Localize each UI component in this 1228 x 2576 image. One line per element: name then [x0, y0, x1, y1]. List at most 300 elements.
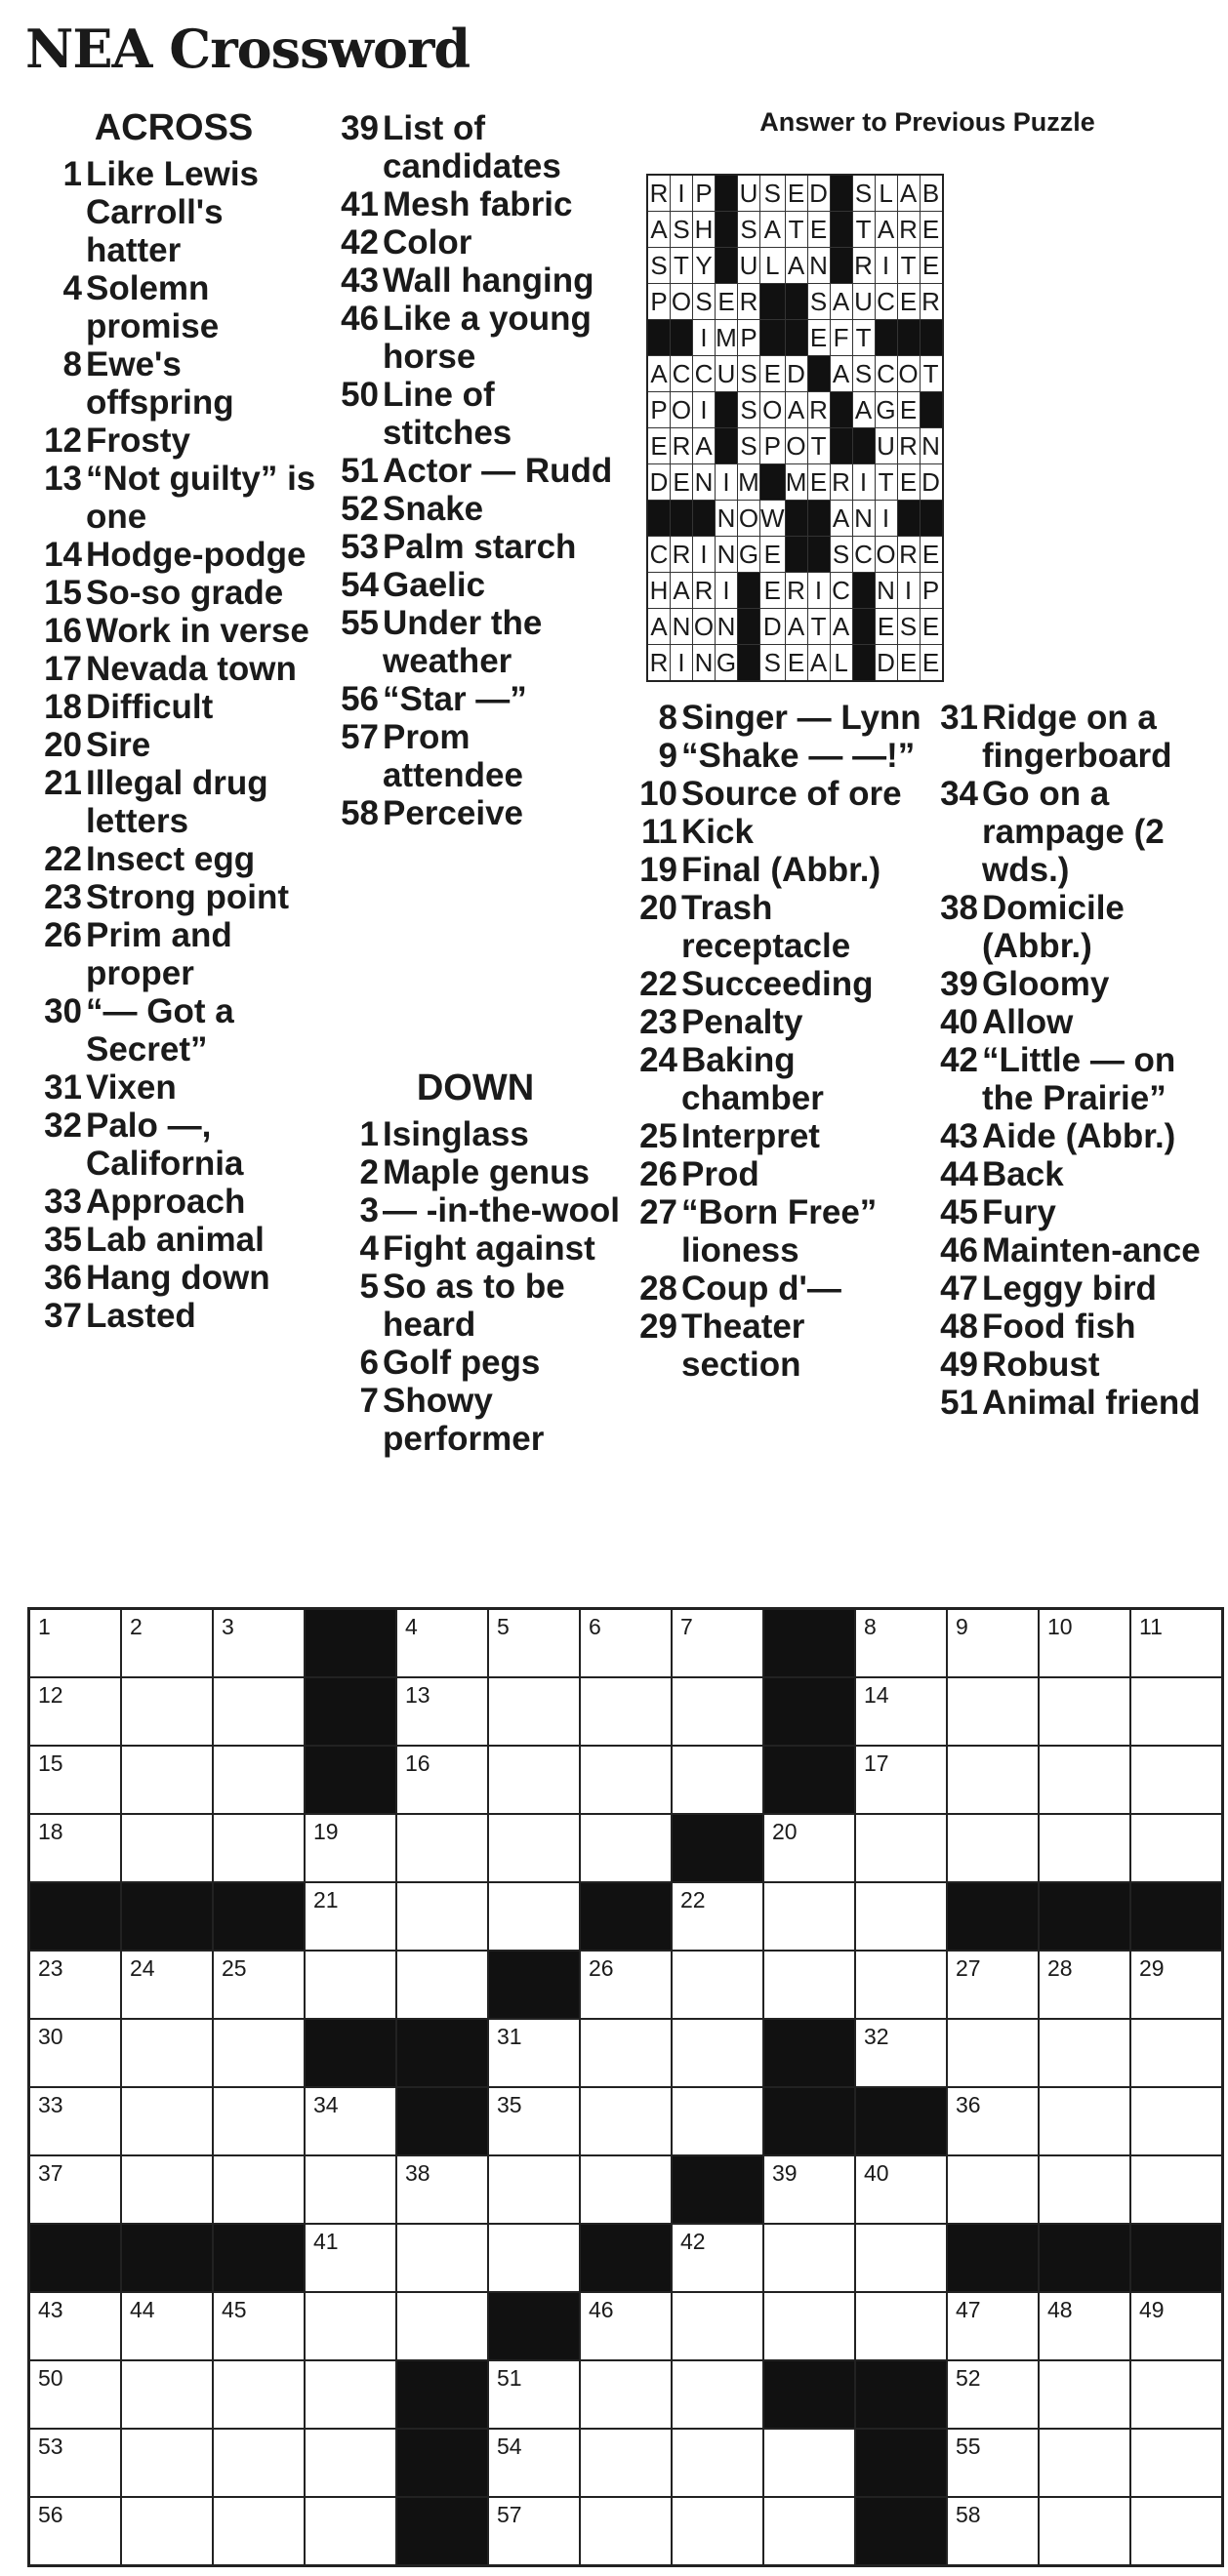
grid-cell[interactable] — [1130, 2019, 1223, 2087]
grid-cell[interactable] — [763, 2292, 855, 2360]
grid-cell[interactable] — [488, 2087, 580, 2155]
grid-cell[interactable] — [121, 1677, 213, 1746]
grid-cell[interactable] — [29, 2155, 122, 2224]
grid-cell[interactable] — [580, 2155, 672, 2224]
answer-cell: M — [785, 464, 807, 501]
grid-cell[interactable] — [855, 2224, 947, 2292]
grid-cell[interactable] — [213, 2429, 305, 2497]
grid-cell[interactable] — [580, 1677, 672, 1746]
cell-number: 35 — [497, 2092, 522, 2117]
grid-cell[interactable] — [488, 1882, 580, 1951]
grid-cell[interactable] — [947, 1677, 1039, 1746]
grid-cell[interactable] — [305, 1882, 396, 1951]
clue-text: Hodge-podge — [86, 536, 307, 574]
grid-cell[interactable] — [855, 1677, 947, 1746]
answer-cell: E — [647, 428, 671, 464]
grid-cell[interactable] — [763, 2429, 855, 2497]
clue-text: Strong point — [86, 878, 290, 916]
grid-cell[interactable] — [580, 2019, 672, 2087]
grid-cell[interactable] — [672, 1609, 763, 1678]
black-square — [396, 2360, 488, 2429]
across-clue — [324, 680, 617, 718]
grid-cell[interactable] — [121, 1951, 213, 2019]
cell-number: 1 — [38, 1614, 51, 1639]
grid-cell[interactable] — [580, 2429, 672, 2497]
grid-cell[interactable] — [305, 2087, 396, 2155]
clue-number: 51 — [341, 452, 379, 490]
down-clue — [923, 1231, 1216, 1269]
grid-cell[interactable] — [580, 1814, 672, 1882]
answer-cell: A — [830, 501, 852, 537]
black-square — [760, 464, 786, 501]
grid-cell[interactable] — [855, 2155, 947, 2224]
answer-cell: L — [760, 248, 786, 284]
grid-cell[interactable] — [580, 1746, 672, 1814]
grid-cell[interactable] — [29, 2360, 122, 2429]
grid-cell[interactable] — [213, 1677, 305, 1746]
grid-cell[interactable] — [488, 2360, 580, 2429]
across-clue — [324, 185, 617, 223]
grid-cell[interactable] — [1130, 2497, 1223, 2566]
grid-cell[interactable] — [121, 1814, 213, 1882]
clue-number: 18 — [44, 688, 82, 726]
answer-cell: C — [875, 356, 897, 392]
clue-number: 16 — [44, 612, 82, 650]
grid-cell[interactable] — [1130, 2360, 1223, 2429]
answer-cell: I — [693, 320, 716, 356]
answer-cell: N — [716, 609, 738, 645]
down-column-3 — [923, 699, 1216, 1422]
grid-cell[interactable] — [580, 2087, 672, 2155]
grid-cell[interactable] — [213, 1609, 305, 1678]
grid-cell[interactable] — [947, 2497, 1039, 2566]
grid-cell[interactable] — [29, 2429, 122, 2497]
clue-number: 23 — [44, 878, 82, 916]
grid-cell[interactable] — [580, 2497, 672, 2566]
clue-text: Lasted — [86, 1297, 196, 1335]
black-square — [305, 1746, 396, 1814]
answer-cell: R — [647, 175, 671, 212]
answer-cell: U — [852, 284, 875, 320]
grid-cell[interactable] — [396, 1746, 488, 1814]
clue-text: List of candidates — [383, 109, 561, 185]
grid-cell[interactable] — [305, 2155, 396, 2224]
cell-number: 41 — [313, 2229, 339, 2254]
grid-cell[interactable] — [855, 1746, 947, 1814]
grid-cell[interactable] — [305, 2497, 396, 2566]
grid-cell[interactable] — [29, 1746, 122, 1814]
grid-cell[interactable] — [1039, 1746, 1130, 1814]
down-clue — [923, 965, 1216, 1003]
black-square — [830, 392, 852, 428]
cell-number: 27 — [956, 1955, 981, 1981]
grid-cell[interactable] — [213, 2360, 305, 2429]
grid-cell[interactable] — [1039, 1814, 1130, 1882]
clue-number: 24 — [639, 1041, 677, 1079]
cell-number: 51 — [497, 2365, 522, 2391]
grid-cell[interactable] — [121, 2087, 213, 2155]
answer-cell: R — [830, 464, 852, 501]
black-square — [716, 248, 738, 284]
grid-cell[interactable] — [947, 2087, 1039, 2155]
grid-cell[interactable] — [672, 2497, 763, 2566]
clue-number: 34 — [940, 775, 978, 813]
down-clue — [324, 1344, 627, 1382]
answer-cell: F — [830, 320, 852, 356]
cell-number: 9 — [956, 1614, 968, 1639]
cell-number: 18 — [38, 1819, 63, 1844]
grid-cell[interactable] — [855, 1951, 947, 2019]
clue-text: “Little — on the Prairie” — [982, 1041, 1176, 1117]
across-clue — [324, 300, 617, 376]
answer-cell: R — [920, 284, 943, 320]
answer-cell: B — [920, 175, 943, 212]
grid-cell[interactable] — [672, 2292, 763, 2360]
black-square — [647, 320, 671, 356]
answer-cell: O — [785, 428, 807, 464]
clue-text: Prom attendee — [383, 718, 523, 794]
grid-cell[interactable] — [29, 1609, 122, 1678]
answer-cell: T — [671, 248, 693, 284]
grid-cell[interactable] — [488, 2155, 580, 2224]
across-clue — [27, 1221, 320, 1259]
black-square — [897, 320, 920, 356]
answer-cell: N — [716, 537, 738, 573]
black-square — [855, 2497, 947, 2566]
answer-cell: N — [716, 501, 738, 537]
grid-cell[interactable] — [121, 2497, 213, 2566]
clue-number: 47 — [940, 1269, 978, 1308]
grid-cell[interactable] — [672, 2429, 763, 2497]
grid-cell[interactable] — [488, 1814, 580, 1882]
answer-cell: Y — [693, 248, 716, 284]
down-clue — [324, 1115, 627, 1153]
grid-cell[interactable] — [121, 2429, 213, 2497]
answer-cell: I — [671, 175, 693, 212]
grid-cell[interactable] — [855, 1609, 947, 1678]
answer-cell: A — [830, 356, 852, 392]
grid-cell[interactable] — [1039, 2360, 1130, 2429]
clue-text: Prim and proper — [86, 916, 232, 992]
clue-text: Like a young horse — [383, 300, 592, 376]
grid-cell[interactable] — [213, 2497, 305, 2566]
grid-cell[interactable] — [121, 2292, 213, 2360]
answer-cell: R — [671, 537, 693, 573]
grid-cell[interactable] — [763, 2497, 855, 2566]
grid-cell[interactable] — [396, 2155, 488, 2224]
answer-cell: R — [897, 537, 920, 573]
grid-cell[interactable] — [1039, 1609, 1130, 1678]
grid-cell[interactable] — [763, 1951, 855, 2019]
clue-text: Hang down — [86, 1259, 270, 1297]
across-clue — [324, 490, 617, 528]
grid-cell[interactable] — [396, 1609, 488, 1678]
clue-text: Interpret — [681, 1117, 820, 1155]
down-clue — [623, 775, 927, 813]
black-square — [580, 2224, 672, 2292]
grid-cell[interactable] — [213, 1814, 305, 1882]
answer-cell: T — [920, 356, 943, 392]
cell-number: 25 — [222, 1955, 247, 1981]
clue-text: “Born Free” lioness — [681, 1193, 878, 1269]
grid-cell[interactable] — [29, 1951, 122, 2019]
grid-cell[interactable] — [1039, 2155, 1130, 2224]
grid-cell[interactable] — [1039, 2429, 1130, 2497]
across-clue — [324, 452, 617, 490]
grid-cell[interactable] — [1039, 2497, 1130, 2566]
across-clue — [324, 604, 617, 680]
clue-number: 23 — [639, 1003, 677, 1041]
answer-cell: S — [897, 609, 920, 645]
grid-cell[interactable] — [763, 2155, 855, 2224]
clue-number: 43 — [341, 262, 379, 300]
clue-number: 37 — [44, 1297, 82, 1335]
grid-cell[interactable] — [1130, 2429, 1223, 2497]
grid-cell[interactable] — [672, 2019, 763, 2087]
down-clue — [623, 699, 927, 737]
cell-number: 40 — [864, 2160, 889, 2186]
grid-cell[interactable] — [396, 2224, 488, 2292]
grid-cell[interactable] — [488, 2224, 580, 2292]
clue-text: “Not guilty” is one — [86, 460, 316, 536]
cell-number: 13 — [405, 1682, 430, 1708]
grid-cell[interactable] — [947, 2429, 1039, 2497]
grid-cell[interactable] — [396, 1882, 488, 1951]
grid-cell[interactable] — [213, 1951, 305, 2019]
grid-cell[interactable] — [1130, 2155, 1223, 2224]
grid-cell[interactable] — [1130, 1609, 1223, 1678]
grid-cell[interactable] — [947, 1951, 1039, 2019]
grid-cell[interactable] — [763, 1814, 855, 1882]
answer-cell: T — [807, 428, 830, 464]
grid-cell[interactable] — [947, 2019, 1039, 2087]
grid-cell[interactable] — [121, 2019, 213, 2087]
grid-cell[interactable] — [213, 2019, 305, 2087]
clue-text: Back — [982, 1155, 1064, 1193]
black-square — [29, 1882, 122, 1951]
grid-cell[interactable] — [1039, 1951, 1130, 2019]
clue-text: Penalty — [681, 1003, 803, 1041]
answer-cell: E — [920, 212, 943, 248]
grid-cell[interactable] — [305, 2429, 396, 2497]
grid-cell[interactable] — [29, 2497, 122, 2566]
answer-cell: U — [875, 428, 897, 464]
grid-cell[interactable] — [213, 2155, 305, 2224]
grid-cell[interactable] — [305, 2360, 396, 2429]
down-clue — [623, 737, 927, 775]
black-square — [852, 573, 875, 609]
grid-cell[interactable] — [121, 1609, 213, 1678]
grid-cell[interactable] — [1130, 2087, 1223, 2155]
grid-cell[interactable] — [305, 1951, 396, 2019]
answer-cell: A — [897, 175, 920, 212]
black-square — [807, 537, 830, 573]
clue-text: Baking chamber — [681, 1041, 824, 1117]
answer-cell: I — [693, 537, 716, 573]
clue-number: 39 — [341, 109, 379, 147]
grid-cell[interactable] — [488, 1746, 580, 1814]
cell-number: 26 — [589, 1955, 614, 1981]
across-clue — [324, 376, 617, 452]
black-square — [785, 284, 807, 320]
answer-cell: U — [738, 175, 760, 212]
grid-cell[interactable] — [672, 1677, 763, 1746]
previous-answer-title: Answer to Previous Puzzle — [759, 107, 1095, 137]
grid-cell[interactable] — [672, 2087, 763, 2155]
clue-number: 53 — [341, 528, 379, 566]
cell-number: 31 — [497, 2024, 522, 2049]
clue-text: Animal friend — [982, 1384, 1201, 1422]
clue-number: 3 — [359, 1191, 379, 1229]
cell-number: 6 — [589, 1614, 601, 1639]
grid-cell[interactable] — [947, 2155, 1039, 2224]
down-clue — [923, 1308, 1216, 1346]
answer-cell: I — [852, 464, 875, 501]
clue-number: 20 — [44, 726, 82, 764]
across-clue — [27, 1259, 320, 1297]
black-square — [830, 175, 852, 212]
grid-cell[interactable] — [29, 1814, 122, 1882]
grid-cell[interactable] — [947, 1746, 1039, 1814]
clue-text: Difficult — [86, 688, 214, 726]
grid-cell[interactable] — [29, 1677, 122, 1746]
grid-cell[interactable] — [1130, 1814, 1223, 1882]
answer-cell: E — [760, 356, 786, 392]
across-clue — [27, 612, 320, 650]
cell-number: 46 — [589, 2297, 614, 2322]
answer-cell: N — [875, 573, 897, 609]
grid-cell[interactable] — [29, 2292, 122, 2360]
grid-cell[interactable] — [763, 2224, 855, 2292]
clue-number: 45 — [940, 1193, 978, 1231]
answer-cell: H — [693, 212, 716, 248]
clue-text: Succeeding — [681, 965, 874, 1003]
grid-cell[interactable] — [855, 1814, 947, 1882]
grid-cell[interactable] — [213, 2087, 305, 2155]
grid-cell[interactable] — [396, 1814, 488, 1882]
grid-cell[interactable] — [947, 1814, 1039, 1882]
grid-cell[interactable] — [396, 2292, 488, 2360]
black-square — [738, 645, 760, 682]
clue-number: 25 — [639, 1117, 677, 1155]
grid-cell[interactable] — [1039, 2292, 1130, 2360]
answer-cell: S — [760, 645, 786, 682]
grid-cell[interactable] — [1130, 1677, 1223, 1746]
answer-cell: E — [920, 609, 943, 645]
grid-cell[interactable] — [947, 2360, 1039, 2429]
grid-cell[interactable] — [396, 1677, 488, 1746]
black-square — [760, 320, 786, 356]
grid-cell[interactable] — [488, 2019, 580, 2087]
black-square — [396, 2019, 488, 2087]
grid-cell[interactable] — [580, 1951, 672, 2019]
across-clue — [324, 262, 617, 300]
black-square — [947, 1882, 1039, 1951]
clue-number: 58 — [341, 794, 379, 832]
down-clue — [923, 1041, 1216, 1117]
grid-cell[interactable] — [947, 1609, 1039, 1678]
grid-cell[interactable] — [213, 1746, 305, 1814]
clue-text: Gloomy — [982, 965, 1110, 1003]
answer-cell: I — [716, 464, 738, 501]
grid-cell[interactable] — [947, 2292, 1039, 2360]
answer-cell: A — [760, 212, 786, 248]
clue-text: Frosty — [86, 422, 190, 460]
grid-cell[interactable] — [763, 1882, 855, 1951]
across-clue — [324, 718, 617, 794]
grid-cell[interactable] — [1130, 2292, 1223, 2360]
black-square — [785, 501, 807, 537]
grid-cell[interactable] — [672, 2360, 763, 2429]
clue-text: Golf pegs — [383, 1344, 541, 1382]
grid-cell[interactable] — [855, 2019, 947, 2087]
grid-cell[interactable] — [1130, 1746, 1223, 1814]
grid-cell[interactable] — [305, 2224, 396, 2292]
grid-cell[interactable] — [672, 1746, 763, 1814]
grid-cell[interactable] — [488, 2429, 580, 2497]
grid-cell[interactable] — [1039, 2019, 1130, 2087]
grid-cell[interactable] — [305, 1814, 396, 1882]
answer-cell: T — [875, 464, 897, 501]
grid-cell[interactable] — [672, 1882, 763, 1951]
grid-cell[interactable] — [488, 2497, 580, 2566]
black-square — [920, 501, 943, 537]
answer-cell: R — [647, 645, 671, 682]
grid-cell[interactable] — [396, 1951, 488, 2019]
grid-cell[interactable] — [29, 2019, 122, 2087]
grid-cell[interactable] — [672, 2224, 763, 2292]
grid-cell[interactable] — [121, 2155, 213, 2224]
answer-cell: E — [671, 464, 693, 501]
answer-cell: T — [852, 320, 875, 356]
grid-cell[interactable] — [121, 2360, 213, 2429]
grid-cell[interactable] — [855, 2292, 947, 2360]
down-clue — [324, 1153, 627, 1191]
grid-cell[interactable] — [213, 2292, 305, 2360]
grid-cell[interactable] — [121, 1746, 213, 1814]
clue-text: So-so grade — [86, 574, 284, 612]
grid-cell[interactable] — [488, 1677, 580, 1746]
clue-text: Showy performer — [383, 1382, 545, 1458]
clue-text: Palo —, California — [86, 1107, 244, 1183]
clue-number: 20 — [639, 889, 677, 927]
answer-cell: A — [875, 212, 897, 248]
grid-cell[interactable] — [1130, 1951, 1223, 2019]
grid-cell[interactable] — [305, 2292, 396, 2360]
clue-text: Go on a rampage (2 wds.) — [982, 775, 1165, 889]
grid-cell[interactable] — [1039, 1677, 1130, 1746]
clue-text: Allow — [982, 1003, 1074, 1041]
across-clue — [27, 1183, 320, 1221]
grid-cell[interactable] — [580, 2360, 672, 2429]
grid-cell[interactable] — [580, 1609, 672, 1678]
down-clue — [923, 1269, 1216, 1308]
black-square — [852, 609, 875, 645]
grid-cell[interactable] — [1039, 2087, 1130, 2155]
clue-text: Aide (Abbr.) — [982, 1117, 1176, 1155]
grid-cell[interactable] — [855, 1882, 947, 1951]
cell-number: 33 — [38, 2092, 63, 2117]
grid-cell[interactable] — [672, 1951, 763, 2019]
down-clue — [623, 889, 927, 965]
grid-cell[interactable] — [580, 2292, 672, 2360]
grid-cell[interactable] — [488, 1609, 580, 1678]
down-heading: DOWN — [416, 1067, 535, 1108]
grid-cell[interactable] — [29, 2087, 122, 2155]
cell-number: 36 — [956, 2092, 981, 2117]
cell-number: 7 — [680, 1614, 693, 1639]
answer-cell: I — [671, 645, 693, 682]
